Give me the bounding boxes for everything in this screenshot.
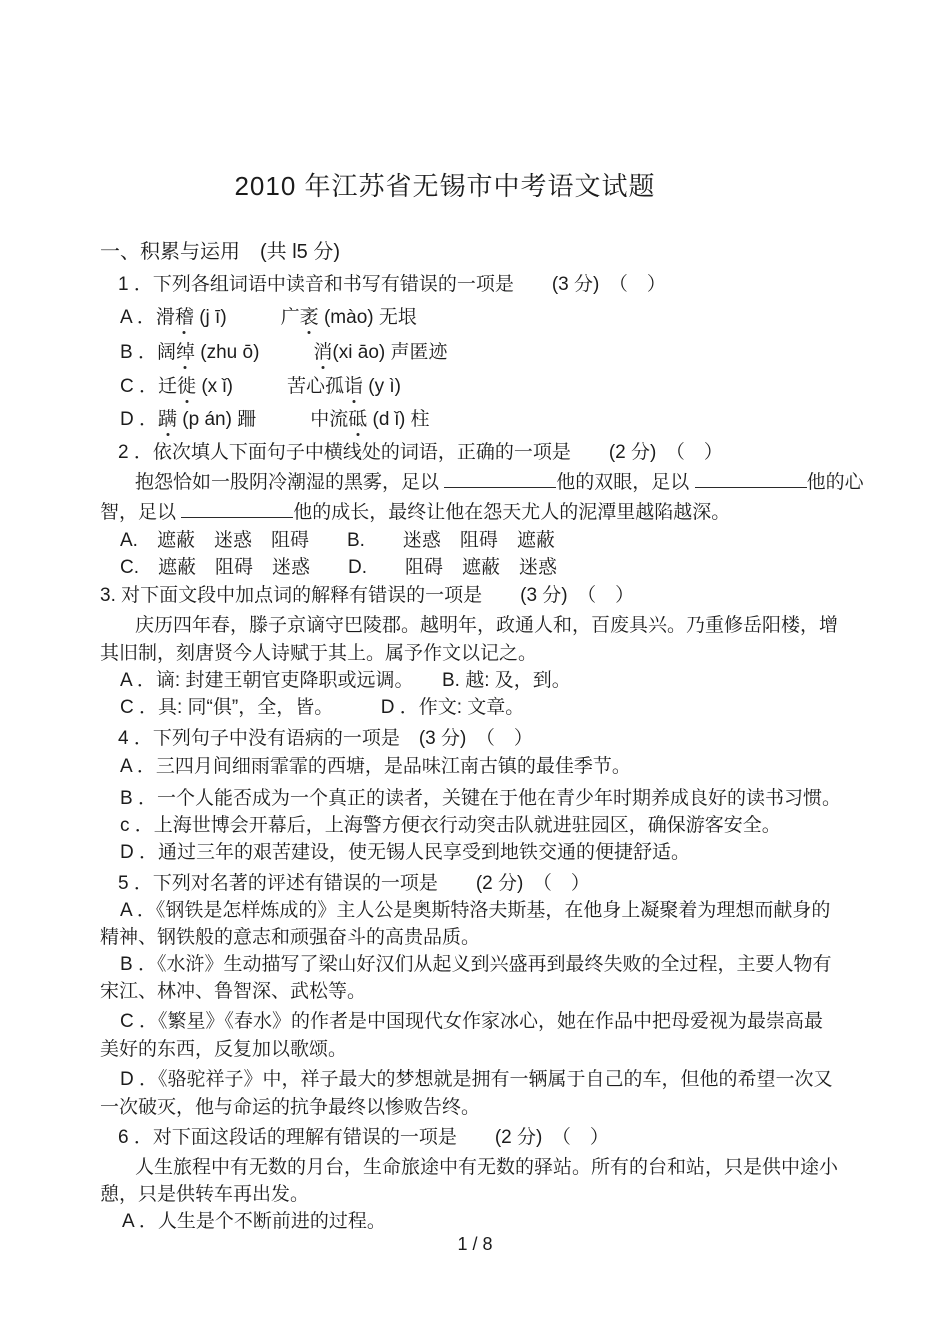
dotted-char: 徙 bbox=[177, 376, 197, 397]
section-1-heading: 一、积累与运用 (共 l5 分) bbox=[100, 241, 340, 263]
blank-underline bbox=[181, 515, 293, 518]
q1-option-b bbox=[120, 341, 448, 365]
q5-option-b-line-1: B ．《水浒》生动描写了梁山好汉们从起义到兴盛再到最终失败的全过程，主要人物有 bbox=[120, 954, 832, 975]
word-text: (x ǐ) bbox=[196, 376, 233, 397]
q2-options-row-2: C. 遮蔽 阻碍 迷惑 D. 阻碍 遮蔽 迷惑 bbox=[120, 557, 558, 578]
question-3-stem: 3. 对下面文段中加点词的解释有错误的一项是 (3 分) （ ） bbox=[100, 585, 635, 606]
option-label: B ． bbox=[120, 342, 157, 363]
passage-text: 他的心 bbox=[806, 472, 864, 493]
q3-passage-line-2: 其旧制，刻唐贤今人诗赋于其上。属予作文以记之。 bbox=[100, 643, 538, 664]
word-text: (zhu ō) bbox=[194, 342, 260, 363]
word-text: (p án) 跚 bbox=[177, 409, 257, 430]
word-text: 迁 bbox=[158, 376, 178, 397]
word-text: 广 bbox=[280, 307, 300, 328]
q6-passage-line-2: 憩，只是供转车再出发。 bbox=[100, 1184, 310, 1205]
question-2-stem: 2 ．依次填人下面句子中横线处的词语，正确的一项是 (2 分) （ ） bbox=[118, 442, 723, 463]
blank-underline bbox=[444, 485, 556, 488]
dotted-char: 诣 bbox=[344, 376, 364, 397]
dotted-char: 袤 bbox=[299, 307, 319, 328]
q3-options-row-1: A ．谪: 封建王朝官吏降职或远调。 B. 越: 及，到。 bbox=[120, 670, 571, 691]
q5-option-a-line-2: 精神、钢铁般的意志和顽强奋斗的高贵品质。 bbox=[100, 927, 481, 948]
word-text: (y ì) bbox=[363, 376, 402, 397]
q4-option-a: A ．三四月间细雨霏霏的西塘，是品味江南古镇的最佳季节。 bbox=[120, 756, 631, 777]
passage-text: 他的双眼，足以 bbox=[556, 472, 695, 493]
question-1-stem: 1 ．下列各组词语中读音和书写有错误的一项是 (3 分) （ ） bbox=[118, 274, 666, 295]
dotted-char: 稽 bbox=[174, 307, 194, 328]
q5-option-b-line-2: 宋江、林冲、鲁智深、武松等。 bbox=[100, 981, 367, 1002]
word-text: 阔 bbox=[156, 342, 176, 363]
passage-text: 智，足以 bbox=[100, 502, 182, 523]
q1-option-a bbox=[120, 306, 417, 330]
option-label: D ． bbox=[120, 409, 159, 430]
q6-option-a: A ．人生是个不断前进的过程。 bbox=[122, 1211, 386, 1232]
question-4-stem: 4 ．下列句子中没有语病的一项是 (3 分) （ ） bbox=[118, 728, 533, 749]
blank-underline bbox=[695, 485, 807, 488]
word-text: (d ǐ) 柱 bbox=[367, 409, 430, 430]
passage-text: 他的成长，最终让他在怨天尤人的泥潭里越陷越深。 bbox=[293, 502, 731, 523]
q5-option-d-line-1: D ．《骆驼祥子》中，祥子最大的梦想就是拥有一辆属于自己的车，但他的希望一次又 bbox=[120, 1069, 833, 1090]
passage-text: 抱怨恰如一股阴冷潮湿的黑雾，足以 bbox=[135, 472, 445, 493]
question-5-stem: 5 ．下列对名著的评述有错误的一项是 (2 分) （ ） bbox=[118, 873, 590, 894]
page-number: 1 / 8 bbox=[457, 1234, 493, 1254]
exam-title: 2010 年江苏省无锡市中考语文试题 bbox=[234, 171, 656, 201]
word-text: 中流 bbox=[310, 409, 349, 430]
q1-option-d bbox=[120, 408, 430, 432]
q5-option-a-line-1: A ．《钢铁是怎样炼成的》主人公是奥斯特洛夫斯基，在他身上凝聚着为理想而献身的 bbox=[120, 900, 831, 921]
question-6-stem: 6 ．对下面这段话的理解有错误的一项是 (2 分) （ ） bbox=[118, 1127, 609, 1148]
word-text: (mào) 无垠 bbox=[318, 307, 417, 328]
q2-passage-line-1 bbox=[135, 471, 864, 495]
q4-option-c: c ．上海世博会开幕后，上海警方便衣行动突击队就进驻园区，确保游客安全。 bbox=[120, 815, 781, 836]
q5-option-d-line-2: 一次破灭，他与命运的抗争最终以惨败告终。 bbox=[100, 1097, 481, 1118]
q4-option-d: D ．通过三年的艰苦建设，使无锡人民享受到地铁交通的便捷舒适。 bbox=[120, 842, 691, 863]
q5-option-c-line-1: C ．《繁星》《春水》的作者是中国现代女作家冰心，她在作品中把母爱视为最崇高最 bbox=[120, 1011, 824, 1032]
q2-options-row-1: A. 遮蔽 迷惑 阻碍 B. 迷惑 阻碍 遮蔽 bbox=[120, 530, 555, 551]
q6-passage-line-1: 人生旅程中有无数的月台，生命旅途中有无数的驿站。所有的台和站，只是供中途小 bbox=[135, 1157, 839, 1178]
q1-option-c bbox=[120, 375, 401, 399]
dotted-char: 蹒 bbox=[158, 409, 178, 430]
dotted-char: 砥 bbox=[348, 409, 368, 430]
word-text: (j ī) bbox=[193, 307, 227, 328]
dotted-char: 绰 bbox=[175, 342, 195, 363]
word-text: 苦心孤 bbox=[286, 376, 344, 397]
q2-passage-line-2 bbox=[100, 501, 730, 525]
dotted-char: 消 bbox=[313, 342, 333, 363]
q5-option-c-line-2: 美好的东西，反复加以歌颂。 bbox=[100, 1039, 348, 1060]
q3-options-row-2: C ．具: 同“俱”，全，皆。 D ．作文: 文章。 bbox=[120, 697, 525, 718]
q3-passage-line-1: 庆历四年春，滕子京谪守巴陵郡。越明年，政通人和，百废具兴。乃重修岳阳楼，增 bbox=[135, 615, 839, 636]
word-text: (xi āo) 声匿迹 bbox=[332, 342, 448, 363]
option-label: A ． bbox=[120, 307, 156, 328]
q4-option-b: B ．一个人能否成为一个真正的读者，关键在于他在青少年时期养成良好的读书习惯。 bbox=[120, 788, 841, 809]
word-text: 滑 bbox=[155, 307, 175, 328]
option-label: C ． bbox=[120, 376, 159, 397]
